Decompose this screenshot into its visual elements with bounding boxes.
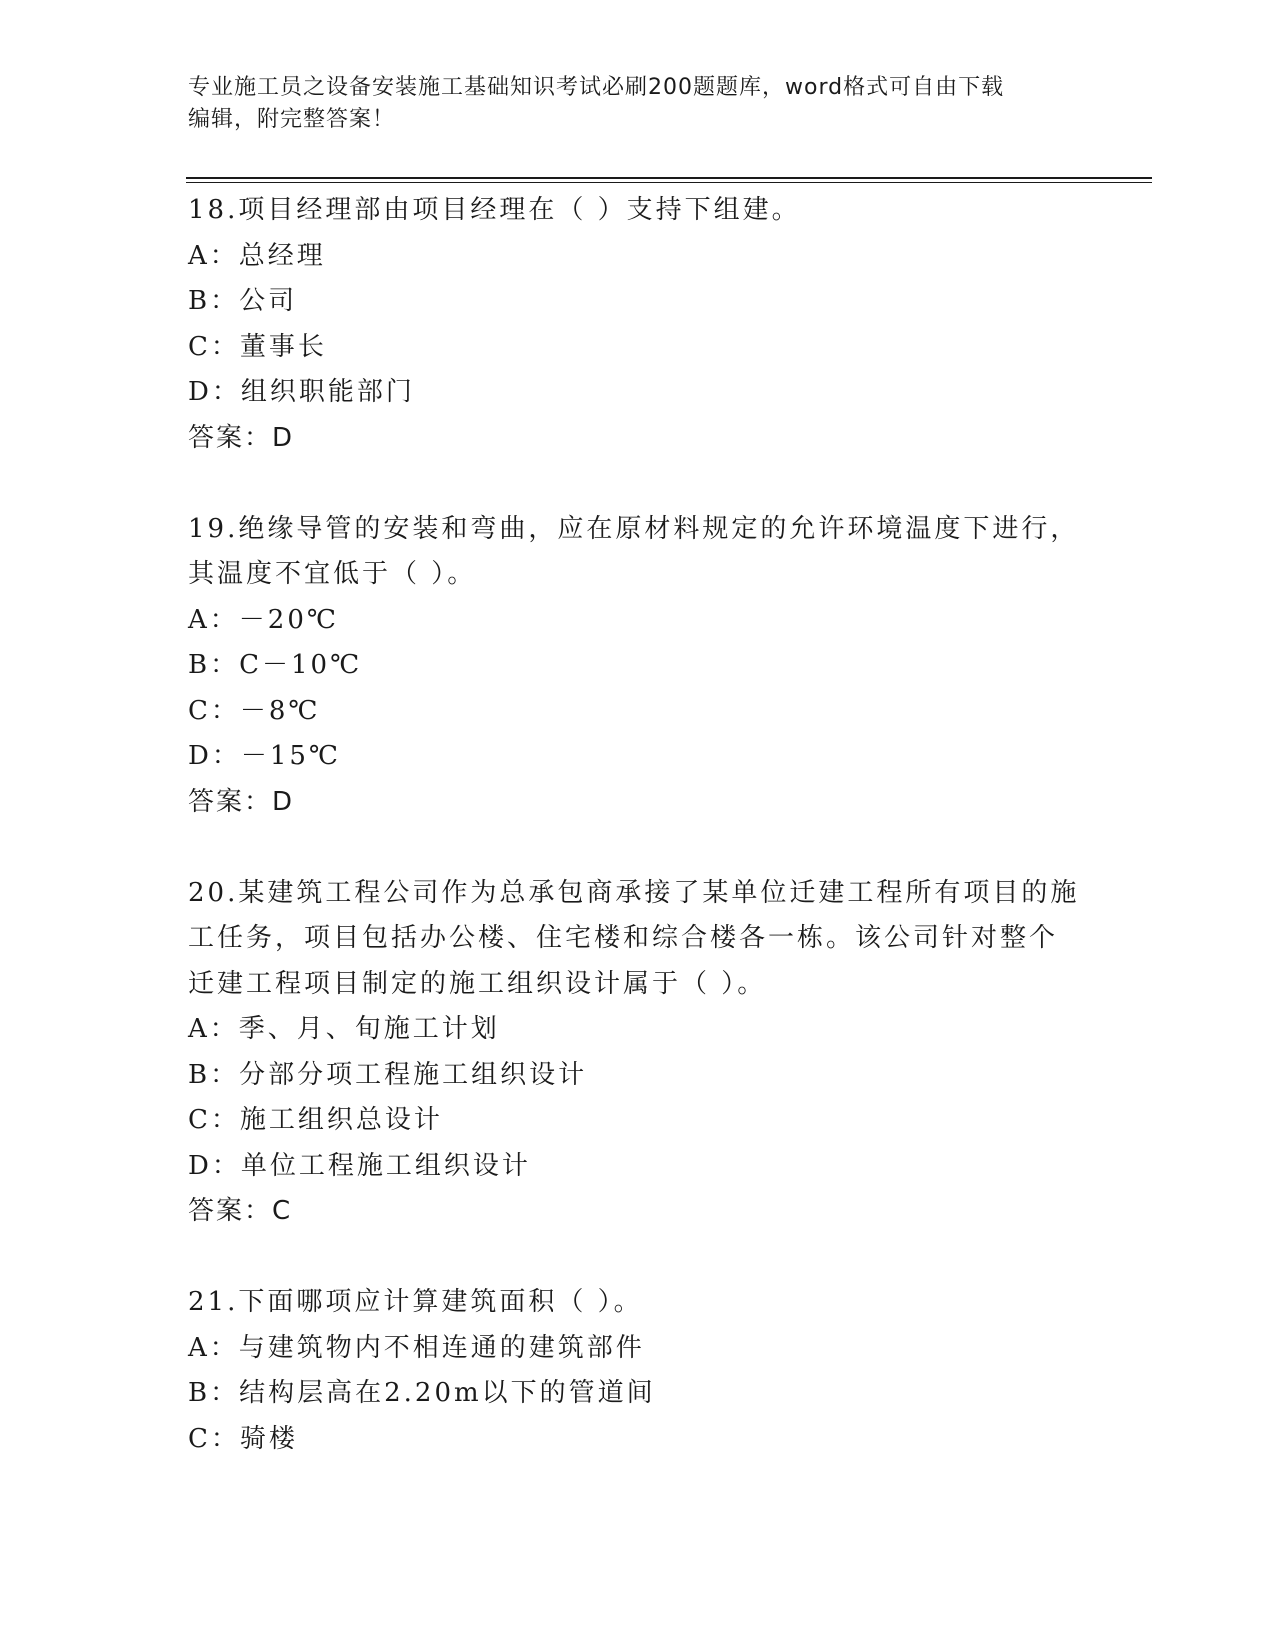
- option-c: C：董事长: [188, 331, 327, 362]
- question-spacer: [188, 1235, 1088, 1281]
- question-stem: 18.项目经理部由项目经理在（ ）支持下组建。: [188, 195, 801, 225]
- question-20: [188, 871, 1088, 1235]
- question-list: [188, 188, 1088, 1462]
- option-a: A：－20℃: [188, 604, 339, 635]
- question-stem: 20.某建筑工程公司作为总承包商承接了某单位迁建工程所有项目的施: [188, 877, 1080, 908]
- option-d: D：组织职能部门: [188, 377, 415, 407]
- header-line-2: 编辑，附完整答案！: [188, 107, 396, 132]
- option-b: B：C－10℃: [188, 650, 363, 680]
- option-a: A：季、月、旬施工计划: [188, 1014, 500, 1044]
- question-spacer: [188, 461, 1088, 507]
- option-b: B：分部分项工程施工组织设计: [188, 1059, 588, 1090]
- option-b: B：结构层高在2.20m以下的管道间: [188, 1378, 656, 1408]
- option-d: D：－15℃: [188, 741, 342, 771]
- question-21: [188, 1280, 1088, 1462]
- question-stem-continued: 工任务，项目包括办公楼、住宅楼和综合楼各一栋。该公司针对整个: [188, 923, 1059, 953]
- answer-line: 答案：D: [188, 422, 295, 453]
- question-19: [188, 507, 1088, 826]
- answer-line: 答案：C: [188, 1196, 293, 1226]
- option-c: C：骑楼: [188, 1423, 298, 1454]
- option-a: A：总经理: [188, 240, 326, 271]
- question-stem: 21.下面哪项应计算建筑面积（ ）。: [188, 1287, 643, 1317]
- option-a: A：与建筑物内不相连通的建筑部件: [188, 1332, 645, 1363]
- answer-line: 答案：D: [188, 786, 295, 817]
- document-header: [188, 72, 1088, 136]
- header-divider-thick: [186, 177, 1152, 179]
- question-stem-continued: 其温度不宜低于（ ）。: [188, 559, 477, 589]
- option-b: B：公司: [188, 286, 298, 316]
- question-18: [188, 188, 1088, 461]
- option-d: D：单位工程施工组织设计: [188, 1150, 531, 1181]
- question-stem: 19.绝缘导管的安装和弯曲，应在原材料规定的允许环境温度下进行，: [188, 513, 1080, 544]
- question-stem-continued: 迁建工程项目制定的施工组织设计属于（ ）。: [188, 968, 767, 999]
- question-spacer: [188, 825, 1088, 871]
- option-c: C：施工组织总设计: [188, 1105, 443, 1135]
- header-line-1: 专业施工员之设备安装施工基础知识考试必刷200题题库，word格式可自由下载: [188, 75, 1005, 100]
- header-divider-thin: [186, 182, 1152, 183]
- option-c: C：－8℃: [188, 695, 321, 726]
